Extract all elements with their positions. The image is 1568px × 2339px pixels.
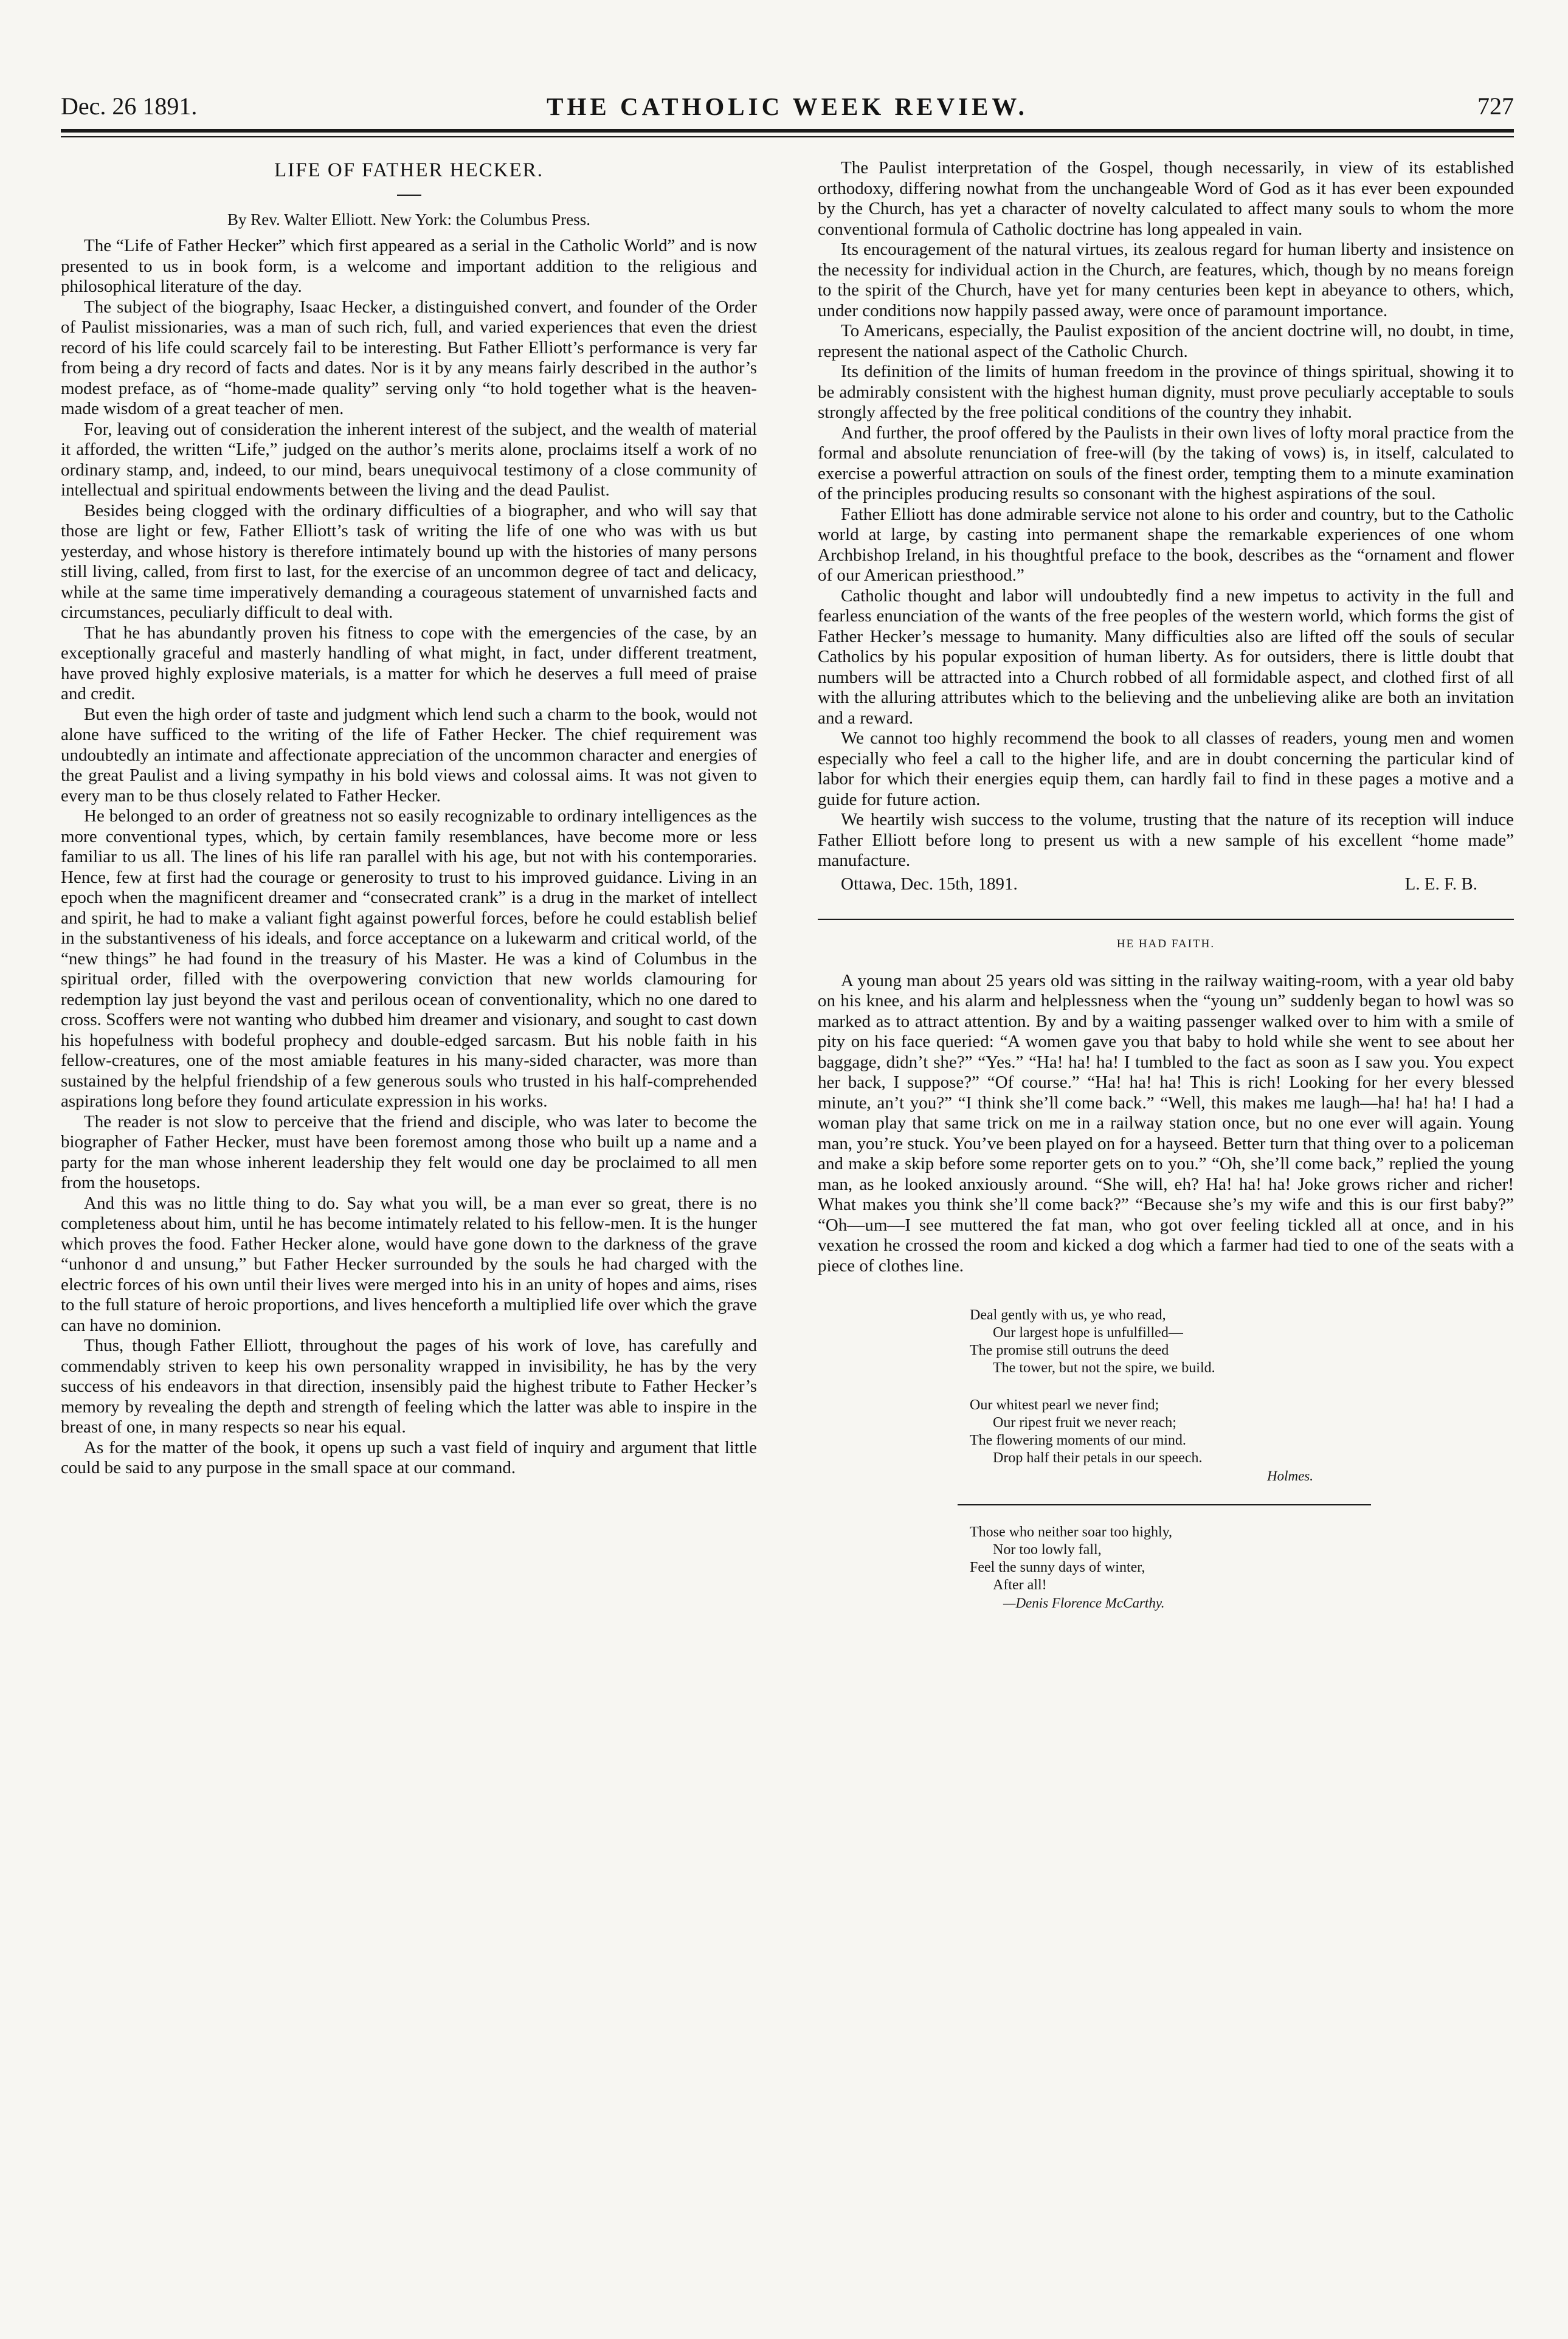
poem-line: The promise still outruns the deed <box>970 1342 1169 1358</box>
article-paragraph: Its definition of the limits of human freedom in the province of things spiritual, showing it to be admirably consistent with the highest human dignity, must prove peculiarly acceptable to souls strongly affected by the free political conditions of the country they inhabit. <box>818 362 1514 422</box>
poem-line: Our whitest pearl we never find; <box>970 1397 1159 1413</box>
article-paragraph: We cannot too highly recommend the book to all classes of readers, young men and women especially who feel a call to the higher life, and are in doubt concerning the particular kind of labor for which their energies equip them, can hardly fail to find in these pages a motive and a guide for future action. <box>818 728 1514 809</box>
poem-stanza <box>970 1397 1514 1485</box>
article-paragraph: And further, the proof offered by the Paulists in their own lives of lofty moral practice from the formal and absolute renunciation of free-will (by the taking of vows) is, in itself, calculated to exercise a powerful attraction on souls of the finest order, tempting them to a minute examination of the principles producing results so consonant with the highest aspirations of the soul. <box>818 423 1514 503</box>
left-column <box>61 158 757 2274</box>
article-signoff <box>818 874 1514 894</box>
page-number: 727 <box>1477 92 1514 120</box>
article-paragraph: As for the matter of the book, it opens up such a vast field of inquiry and argument that little could be said to any purpose in the small space at our command. <box>61 1437 757 1477</box>
article-paragraph: Its encouragement of the natural virtues, its zealous regard for human liberty and insistence on the necessity for individual action in the Church, are features, which, though by no means foreign to the spirit of the Church, have yet for many centuries been kept in abeyance to others, which, under conditions now happily passed away, were once of paramount importance. <box>818 240 1514 320</box>
poem-line: After all! <box>993 1577 1047 1593</box>
poem-attribution: —Denis Florence McCarthy. <box>1003 1595 1165 1611</box>
article-paragraph: Besides being clogged with the ordinary difficulties of a biographer, and who will say that those are light or few, Father Elliott’s task of writing the life of one who was with us but yesterday, and whose history is therefore intimately bound up with the histories of many persons still living, called, from first to last, for the exercise of an uncommon degree of tact and delicacy, while at the same time imperatively demanding a courageous statement of unvarnished facts and circumstances, peculiarly difficult to deal with. <box>61 500 757 622</box>
article-paragraph: Father Elliott has done admirable service not alone to his order and country, but to the Catholic world at large, by casting into permanent shape the remarkable experiences of one whom Archbishop Ireland, in his thoughtful preface to the book, describes as the “ornament and flower of our American priesthood.” <box>818 504 1514 585</box>
header-rule-thick <box>61 129 1514 133</box>
poem-stanza <box>970 1307 1514 1377</box>
article-paragraph: For, leaving out of consideration the inherent interest of the subject, and the wealth of material it afforded, the written “Life,” judged on the author’s merits alone, proclaims itself a work of no ordinary stamp, and, indeed, to our mind, bears unequivocal testimony of a close community of intellectual and spiritual endowments between the living and the dead Paulist. <box>61 419 757 500</box>
poem-divider <box>958 1504 1371 1505</box>
article-paragraph: The subject of the biography, Isaac Hecker, a distinguished convert, and founder of the Order of Paulist missionaries, was a man of such rich, full, and varied experiences that even the driest record of his life could scarcely fail to be interesting. But Father Elliott’s performance is very far from being a dry record of facts and dates. Nor is it by any means fairly described in the author’s modest preface, as of “home-made quality” serving only “to hold together what is the heaven-made wisdom of a great teacher of men. <box>61 297 757 418</box>
poem-line: Our ripest fruit we never reach; <box>993 1415 1176 1431</box>
running-head <box>61 88 1514 125</box>
poem-line: Feel the sunny days of winter, <box>970 1560 1145 1575</box>
article-paragraph: Thus, though Father Elliott, throughout the pages of his work of love, has carefully and commendably striven to keep his own personality wrapped in invisibility, he has by the very success of his endeavors in that direction, insensibly paid the highest tribute to Father Hecker’s memory by revealing the depth and strength of feeling which the latter was able to inspire in the breast of one, in many respects so near his equal. <box>61 1336 757 1437</box>
article-paragraph: But even the high order of taste and judgment which lend such a charm to the book, would not alone have sufficed to the writing of the life of Father Hecker. The chief requirement was undoubtedly an intimate and affectionate appreciation of the uncommon character and energies of the great Paulist and a living sympathy in his bold views and colossal aims. It was not given to every man to be thus closely related to Father Hecker. <box>61 704 757 806</box>
section-divider <box>818 919 1514 920</box>
second-article-body: A young man about 25 years old was sitting in the railway waiting-room, with a year old baby on his knee, and his alarm and helplessness when the “young un” suddenly began to howl was so marked as to attract attention. By and by a waiting passenger walked over to him with a smile of pity on his face queried: “A women gave you that baby to hold while she went to see about her baggage, didn’t she?” “Yes.” “Ha! ha! ha! I tumbled to the fact as soon as I saw you. You expect her back, I suppose?” “Of course.” “Ha! ha! ha! This is rich! Looking for her every blessed minute, an’t you?” “I think she’ll come back.” “Well, this makes me laugh—ha! ha! ha! I had a woman play that same trick on me in a railway station once, but no one ever will again. Young man, you’re stuck. You’ve been played on for a hayseed. Better turn that thing over to a policeman and make a skip before some reporter gets on to you.” “Oh, she’ll come back,” replied the young man, as he looked anxiously around. “She will, eh? Ha! ha! ha! Joke grows richer and richer! What makes you think she’ll come back?” “Because she’s my wife and this is our first baby?” “Oh—um—I see muttered the fat man, who got over feeling tickled all at once, and in his vexation he crossed the room and kicked a dog which a farmer had tied to one of the seats with a piece of clothes line. <box>818 970 1514 1276</box>
poem-line: The tower, but not the spire, we build. <box>993 1360 1215 1376</box>
signoff-initials: L. E. F. B. <box>1404 874 1477 894</box>
poem-line: Deal gently with us, ye who read, <box>970 1307 1166 1323</box>
poem-block <box>818 1307 1514 1612</box>
header-rule-thin <box>61 136 1514 137</box>
poem-line: Those who neither soar too highly, <box>970 1524 1173 1540</box>
article-paragraph: And this was no little thing to do. Say what you will, be a man ever so great, there is no completeness about him, until he has become intimately related to his fellow-men. It is the hunger which proves the food. Father Hecker alone, would have gone down to the darkness of the grave “unhonor d and unsung,” but Father Hecker surrounded by the souls he had charged with the electric forces of his own until their lives were merged into his in an unity of hopes and aims, rises to the full stature of heroic proportions, and lives henceforth a multiplied life over which the grave can have no dominion. <box>61 1193 757 1335</box>
poem-line: Drop half their petals in our speech. <box>993 1450 1203 1466</box>
article-paragraph: The reader is not slow to perceive that the friend and disciple, who was later to become the biographer of Father Hecker, must have been foremost among those who built up a name and a party for the man whose inherent leadership they felt would one day be proclaimed to all men from the housetops. <box>61 1111 757 1192</box>
poem-attribution: Holmes. <box>1266 1468 1313 1484</box>
article-paragraph: We heartily wish success to the volume, trusting that the nature of its reception will induce Father Elliott before long to present us with a new sample of his excellent “home made” manufacture. <box>818 810 1514 870</box>
poem-line: Nor too lowly fall, <box>993 1542 1102 1558</box>
article-byline: By Rev. Walter Elliott. New York: the Columbus Press. <box>227 210 591 229</box>
publication-title: THE CATHOLIC WEEK REVIEW. <box>547 92 1028 120</box>
poem-line: The flowering moments of our mind. <box>970 1432 1186 1448</box>
article-paragraph: Catholic thought and labor will undoubtedly find a new impetus to activity in the full and fearless enunciation of the wants of the free peoples of the western world, which forms the gist of Father Hecker’s message to humanity. Many difficulties also are lifted off the souls of secular Catholics by his popular exposition of human liberty. As for outsiders, there is little doubt that numbers will be attracted into a Church robbed of all formidable aspect, and clothed first of all with the alluring attributes which to the believing and the unbelieving alike are both an invitation and a reward. <box>818 586 1514 728</box>
article-paragraph: To Americans, especially, the Paulist exposition of the ancient doctrine will, no doubt, in time, represent the national aspect of the Catholic Church. <box>818 321 1514 361</box>
article-paragraph: The Paulist interpretation of the Gospel, though necessarily, in view of its established orthodoxy, differing nowhat from the unchangeable Word of God as it has ever been expounded by the Church, has yet a character of novelty calculated to affect many souls to whom the more conventional formula of Catholic doctrine has long appealed in vain. <box>818 158 1514 239</box>
title-rule <box>397 195 421 196</box>
poem-stanza <box>970 1524 1514 1612</box>
article-paragraph: That he has abundantly proven his fitness to cope with the emergencies of the case, by an exceptionally graceful and masterly handling of what might, in fact, under different treatment, have proved highly explosive materials, is a matter for which he deserves a full meed of praise and credit. <box>61 623 757 703</box>
article-title: LIFE OF FATHER HECKER. <box>274 159 544 181</box>
second-article-title: HE HAD FAITH. <box>1116 937 1215 950</box>
poem-line: Our largest hope is unfulfilled— <box>993 1325 1183 1341</box>
article-paragraph: He belonged to an order of greatness not so easily recognizable to ordinary intelligences as the more conventional types, which, by certain family resemblances, have become more or less familiar to us all. The lines of his life ran parallel with his age, but not with his contemporaries. Hence, few at first had the courage or generosity to trust to his improved guidance. Living in an epoch when the magnificent dreamer and “consecrated crank” is a drug in the market of intellect and spirit, he had to make a valiant fight against powerful forces, before he could establish belief in the substantiveness of his ideals, and force acceptance on a lukewarm and critical world, of the “new things” he had found in the treasury of his Master. He was a kind of Columbus in the spiritual order, filled with the overpowering conviction that new worlds clamouring for redemption lay just beyond the vast and perilous ocean of conventionality, which no one dared to cross. Scoffers were not wanting who dubbed him dreamer and visionary, and sought to cast down his hopefulness with bodeful prophecy and double-edged sarcasm. But his noble faith in his fellow-creatures, one of the most amiable features in his many-sided character, was more than sustained by the helpful friendship of a few generous souls who trusted in his half-comprehended aspirations long before they found articulate expression in his works. <box>61 806 757 1111</box>
article-paragraph: The “Life of Father Hecker” which first appeared as a serial in the Catholic World” and is now presented to us in book form, is a welcome and important addition to the religious and philosophical literature of the day. <box>61 236 757 296</box>
issue-date: Dec. 26 1891. <box>61 92 198 120</box>
signoff-place-date: Ottawa, Dec. 15th, 1891. <box>841 874 1018 894</box>
right-column <box>818 158 1514 2274</box>
